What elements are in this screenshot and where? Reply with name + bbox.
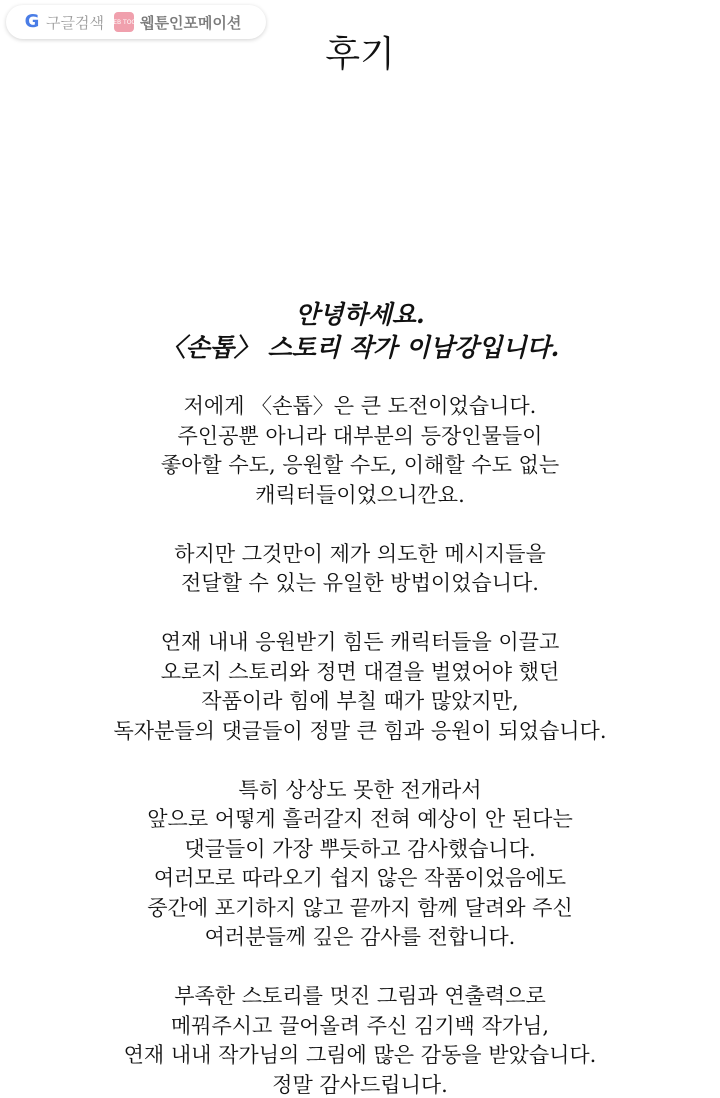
text-line: 앞으로 어떻게 흘러갈지 전혀 예상이 안 된다는 xyxy=(147,807,573,831)
text-line: 정말 감사드립니다. xyxy=(272,1072,448,1097)
text-line: 주인공뿐 아니라 대부분의 등장인물들이 xyxy=(177,423,543,448)
page-title: 후기 xyxy=(325,34,395,75)
text-line: 부족한 스토리를 멋진 그림과 연출력으로 xyxy=(174,984,546,1008)
google-search-label[interactable]: 구글검색 xyxy=(46,13,104,32)
paragraph xyxy=(0,540,720,599)
greeting-line: 안녕하세요. xyxy=(295,300,425,329)
text-line: 오로지 스토리와 정면 대결을 벌였어야 했던 xyxy=(160,659,560,684)
text-line: 여러분들께 깊은 감사를 전합니다. xyxy=(204,925,516,949)
text-line: 댓글들이 가장 뿌듯하고 감사했습니다. xyxy=(184,836,536,861)
greeting-line: 〈손톱〉 스토리 작가 이남강입니다. xyxy=(160,333,560,362)
text-line: 하지만 그것만이 제가 의도한 메시지들을 xyxy=(174,541,546,566)
site-name-label[interactable]: 웹툰인포메이션 xyxy=(139,13,242,32)
text-line: 여러모로 따라오기 쉽지 않은 작품이었음에도 xyxy=(153,866,567,890)
greeting xyxy=(0,298,720,364)
paragraph xyxy=(0,776,720,953)
text-line: 전달할 수 있는 유일한 방법이었습니다. xyxy=(181,571,539,595)
text-line: 메꿔주시고 끌어올려 주신 김기백 작가님, xyxy=(170,1013,550,1038)
text-line: 캐릭터들이었으니깐요. xyxy=(255,482,465,507)
webtoon-site-icon: WEB TOON xyxy=(114,12,134,32)
paragraph xyxy=(0,628,720,746)
text-line: 독자분들의 댓글들이 정말 큰 힘과 응원이 되었습니다. xyxy=(113,718,607,743)
text-line: 작품이라 힘에 부칠 때가 많았지만, xyxy=(201,689,519,713)
google-icon: G xyxy=(24,11,40,32)
text-line: 좋아할 수도, 응원할 수도, 이해할 수도 없는 xyxy=(160,453,560,477)
paragraph xyxy=(0,392,720,510)
afterword-text xyxy=(0,298,720,1098)
text-line: 특히 상상도 못한 전개라서 xyxy=(238,777,482,802)
text-line: 저에게 〈손톱〉은 큰 도전이었습니다. xyxy=(183,394,537,418)
text-line: 중간에 포기하지 않고 끝까지 함께 달려와 주신 xyxy=(147,895,573,920)
paragraph xyxy=(0,982,720,1098)
text-line: 연재 내내 응원받기 힘든 캐릭터들을 이끌고 xyxy=(160,630,560,654)
text-line: 연재 내내 작가님의 그림에 많은 감동을 받았습니다. xyxy=(123,1043,597,1067)
